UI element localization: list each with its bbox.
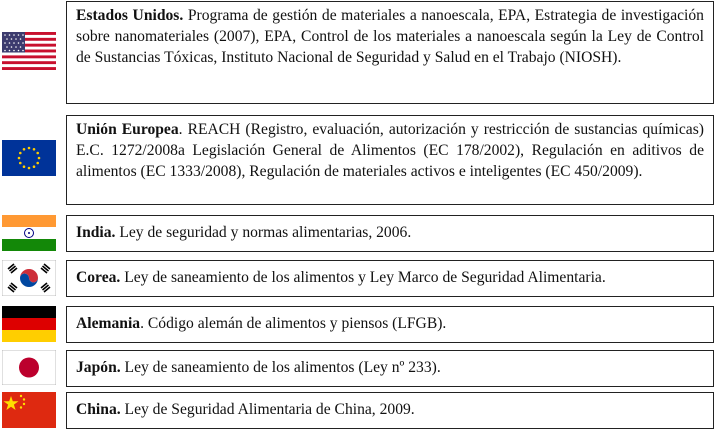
country-name: Japón. xyxy=(76,359,121,376)
country-name: Estados Unidos. xyxy=(76,7,184,24)
usa-flag-icon xyxy=(2,32,56,70)
country-name: Alemania xyxy=(76,315,141,332)
regulation-text: Ley de saneamiento de los alimentos (Ley nº 233). xyxy=(120,359,441,376)
regulation-text: . Código alemán de alimentos y piensos (LFGB). xyxy=(140,315,447,332)
regulation-text: . REACH (Registro, evaluación, autorización y restricción de sustancias químicas) E.C. 1272/2008a Legislación General de Alimentos (EC 178/2002), Regulación en aditivos de alimentos (EC 1333/2008), Regulación de materiales activos e inteligentes (EC 450/2009). xyxy=(76,121,704,180)
entry-box-india xyxy=(66,215,714,252)
japan-flag-icon xyxy=(2,350,56,385)
country-name: China. xyxy=(76,401,121,418)
entry-box-germany xyxy=(66,306,714,343)
regulation-text: Ley de seguridad y normas alimentarias, 2006. xyxy=(115,224,412,241)
entry-box-usa xyxy=(66,1,714,104)
korea-flag-icon xyxy=(2,260,56,296)
country-name: Unión Europea xyxy=(76,121,179,138)
country-name: India. xyxy=(76,224,116,241)
germany-flag-icon xyxy=(2,306,56,342)
eu-flag-icon xyxy=(2,140,56,176)
entry-box-korea xyxy=(66,260,714,297)
entry-box-china xyxy=(66,392,714,429)
india-flag-icon xyxy=(2,215,56,251)
regulation-text: Ley de Seguridad Alimentaria de China, 2009. xyxy=(120,401,415,418)
regulation-text: Programa de gestión de materiales a nanoescala, EPA, Estrategia de investigación sobre nanomateriales (2007), EPA, Control de los materiales a nanoescala según la Ley de Control de Sustancias Tóxicas, Instituto Nacional de Seguridad y Salud en el Trabajo (NIOSH). xyxy=(76,7,704,66)
china-flag-icon xyxy=(2,392,56,428)
entry-box-japan xyxy=(66,350,714,387)
entry-box-eu xyxy=(66,115,714,205)
regulation-text: Ley de saneamiento de los alimentos y Ley Marco de Seguridad Alimentaria. xyxy=(120,269,606,286)
country-name: Corea. xyxy=(76,269,121,286)
